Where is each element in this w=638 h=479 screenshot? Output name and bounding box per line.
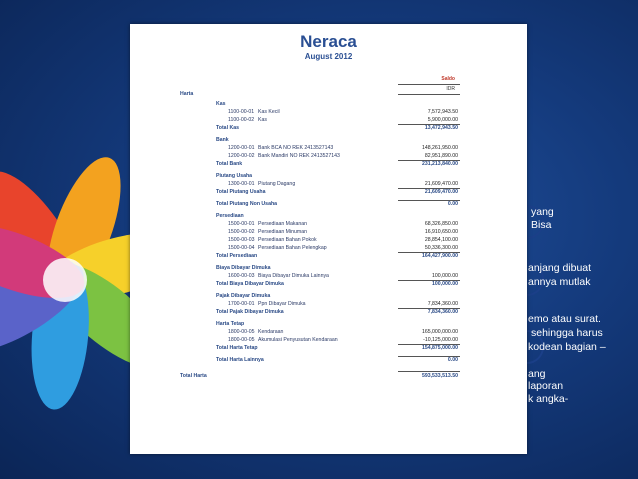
- account-name: Ppn Dibayar Dimuka: [258, 301, 306, 307]
- section-heading: Persediaan: [216, 213, 244, 219]
- section-total-value: 154,875,000.00: [421, 345, 458, 351]
- section-total-value: 13,472,943.50: [424, 125, 458, 131]
- account-value: 68,326,850.00: [424, 221, 458, 227]
- account-code: 1200-00-01: [228, 145, 255, 151]
- section-heading: Kas: [216, 101, 226, 107]
- background-text: ang: [528, 368, 546, 380]
- background-text: anjang dibuat: [528, 262, 592, 274]
- header-rule: [398, 94, 460, 95]
- balance-sheet-document: [130, 24, 527, 454]
- account-name: Persediaan Bahan Pelengkap: [258, 245, 327, 251]
- document-subtitle: August 2012: [304, 52, 353, 61]
- total-harta-label: Total Harta: [180, 373, 207, 379]
- account-value: 82,951,890.00: [424, 153, 458, 159]
- account-code: 1500-00-04: [228, 245, 255, 251]
- total-harta-value: 593,533,513.50: [421, 373, 458, 379]
- background-text: annya mutlak: [528, 276, 591, 288]
- section-heading: Pajak Dibayar Dimuka: [216, 293, 271, 299]
- account-name: Persediaan Minuman: [258, 229, 308, 235]
- background-text: Bisa: [531, 219, 552, 231]
- account-code: 1700-00-01: [228, 301, 255, 307]
- section-total-label: Total Kas: [216, 125, 239, 131]
- section-heading: Bank: [216, 137, 229, 143]
- section-total-value: 100,000.00: [432, 281, 458, 287]
- section-total-label: Total Harta Lainnya: [216, 357, 264, 363]
- section-total-value: 7,834,360.00: [427, 309, 458, 315]
- account-name: Persediaan Bahan Pokok: [258, 237, 317, 243]
- total-rule: [398, 371, 460, 372]
- account-code: 1100-00-02: [228, 117, 255, 123]
- section-total-label: Total Persediaan: [216, 253, 258, 259]
- account-code: 1800-00-05: [228, 337, 255, 343]
- section-total-label: Total Harta Tetap: [216, 345, 258, 351]
- section-total-value: 164,427,900.00: [421, 253, 458, 259]
- background-text: kodean bagian –: [528, 341, 606, 353]
- account-value: 50,336,300.00: [424, 245, 458, 251]
- account-name: Kas Kecil: [258, 109, 280, 115]
- account-value: 21,609,470.00: [424, 181, 458, 187]
- account-name: Biaya Dibayar Dimuka Lainnya: [258, 273, 329, 279]
- account-code: 1600-00-03: [228, 273, 255, 279]
- harta-label: Harta: [180, 91, 194, 97]
- header-rule: [398, 84, 460, 85]
- account-code: 1100-00-01: [228, 109, 255, 115]
- account-value: 5,900,000.00: [427, 117, 458, 123]
- column-unit: IDR: [446, 86, 455, 92]
- account-value: 165,000,000.00: [421, 329, 458, 335]
- account-value: 16,910,650.00: [424, 229, 458, 235]
- section-total-label: Total Piutang Non Usaha: [216, 201, 278, 207]
- background-text: yang: [531, 206, 554, 218]
- account-name: Persediaan Makanan: [258, 221, 308, 227]
- background-text: k angka-: [528, 393, 569, 405]
- account-value: 7,572,943.50: [427, 109, 458, 115]
- column-header: Saldo: [441, 76, 455, 82]
- account-value: 100,000.00: [432, 273, 458, 279]
- section-heading: Harta Tetap: [216, 321, 245, 327]
- account-name: Kendaraan: [258, 329, 284, 335]
- section-total-label: Total Pajak Dibayar Dimuka: [216, 309, 284, 315]
- background-text: laporan: [528, 380, 564, 392]
- background-text: emo atau surat.: [528, 313, 601, 325]
- account-name: Piutang Dagang: [258, 181, 296, 187]
- document-title: Neraca: [300, 32, 357, 51]
- account-name: Kas: [258, 117, 267, 123]
- section-total-value: 0.00: [447, 201, 458, 207]
- account-name: Bank BCA NO REK 2413527143: [258, 145, 334, 151]
- account-value: 7,834,360.00: [427, 301, 458, 307]
- account-name: Akumulasi Penyusutan Kendaraan: [258, 337, 338, 343]
- account-code: 1500-00-03: [228, 237, 255, 243]
- account-value: -10,125,000.00: [423, 337, 458, 343]
- account-code: 1800-00-05: [228, 329, 255, 335]
- account-code: 1200-00-02: [228, 153, 255, 159]
- account-code: 1500-00-02: [228, 229, 255, 235]
- section-total-value: 21,609,470.00: [424, 189, 458, 195]
- background-text: sehingga harus: [531, 327, 603, 339]
- account-value: 28,854,100.00: [424, 237, 458, 243]
- account-code: 1300-00-01: [228, 181, 255, 187]
- section-heading: Piutang Usaha: [216, 173, 253, 179]
- section-total-label: Total Bank: [216, 161, 243, 167]
- section-heading: Biaya Dibayar Dimuka: [216, 265, 271, 271]
- section-total-label: Total Biaya Dibayar Dimuka: [216, 281, 284, 287]
- account-value: 148,261,950.00: [421, 145, 458, 151]
- section-total-value: 231,213,840.00: [421, 161, 458, 167]
- section-total-label: Total Piutang Usaha: [216, 189, 266, 195]
- account-code: 1500-00-01: [228, 221, 255, 227]
- account-name: Bank Mandiri NO REK 2413527143: [258, 153, 340, 159]
- section-total-value: 0.00: [447, 357, 458, 363]
